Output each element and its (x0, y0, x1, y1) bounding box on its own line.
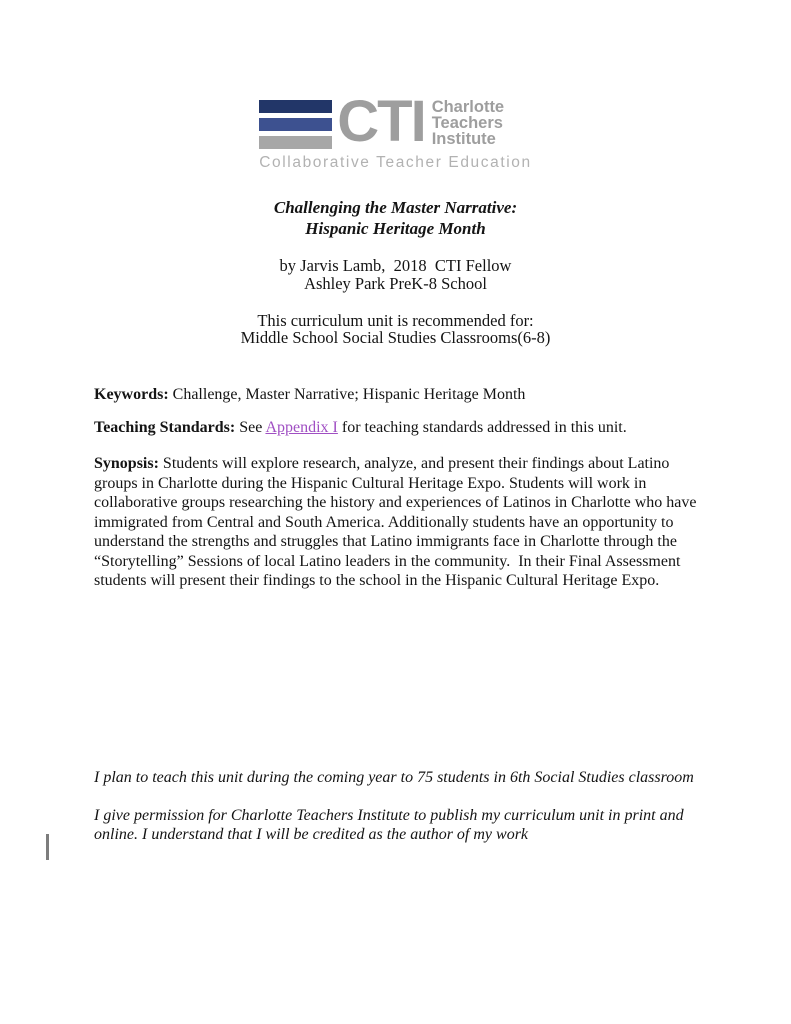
logo-bar-bottom (259, 136, 332, 149)
keywords-line (94, 385, 701, 404)
teaching-standards-after: for teaching standards addressed in this unit. (337, 419, 627, 436)
text-cursor-caret (46, 834, 49, 860)
appendix-link[interactable]: Appendix I (265, 419, 338, 436)
body-text (0, 385, 791, 845)
cti-name-line: Teachers (431, 114, 503, 132)
cti-logo-bars-icon (259, 100, 332, 149)
cti-acronym: CTI (337, 89, 425, 154)
unit-title (0, 197, 791, 239)
synopsis-text: Students will explore research, analyze, and present their findings about Latino groups in Charlotte during the Hispanic Cultural Heritage Expo. Students will work in collaborative groups researching the history and experiences of Latinos in Charlotte who have immigrated from Central and South America. Additionally students have an opportunity to understand the strengths and struggles that Latino immigrants face in Charlotte through the “Storytelling” Sessions of local Latino leaders in the community. In their Final Assessment students will present their findings to the school in the Hispanic Cultural Heritage Expo. (94, 455, 701, 589)
cti-tagline: Collaborative Teacher Education (259, 154, 532, 171)
cti-name-line: Institute (431, 130, 496, 148)
unit-title-line2: Hispanic Heritage Month (305, 219, 486, 238)
synopsis-label: Synopsis: (94, 455, 159, 472)
synopsis-paragraph (94, 454, 701, 591)
logo-bar-middle (259, 118, 332, 131)
cti-name-stack (432, 98, 504, 147)
recommendation-line1: This curriculum unit is recommended for: (257, 311, 534, 330)
unit-title-line1: Challenging the Master Narrative: (273, 198, 518, 217)
teach-plan-statement: I plan to teach this unit during the coming year to 75 students in 6th Social Studies classroom (94, 768, 694, 786)
byline (0, 257, 791, 293)
permission-statement: I give permission for Charlotte Teachers Institute to publish my curriculum unit in print and online. I understand that I will be credited as the author of my work (94, 806, 688, 843)
teaching-standards-line (94, 418, 701, 437)
cti-logo (259, 89, 532, 172)
keywords-value: Challenge, Master Narrative; Hispanic Heritage Month (172, 386, 526, 403)
school-line: Ashley Park PreK-8 School (304, 274, 487, 293)
cti-name-line: Charlotte (431, 98, 505, 116)
author-line: by Jarvis Lamb, 2018 CTI Fellow (279, 256, 512, 275)
teaching-standards-label: Teaching Standards: (94, 419, 236, 436)
recommendation-line2: Middle School Social Studies Classrooms(6-8) (240, 328, 551, 347)
keywords-label: Keywords: (94, 386, 169, 403)
logo-bar-top (259, 100, 332, 113)
recommendation (0, 312, 791, 346)
teaching-standards-before: See (239, 419, 266, 436)
